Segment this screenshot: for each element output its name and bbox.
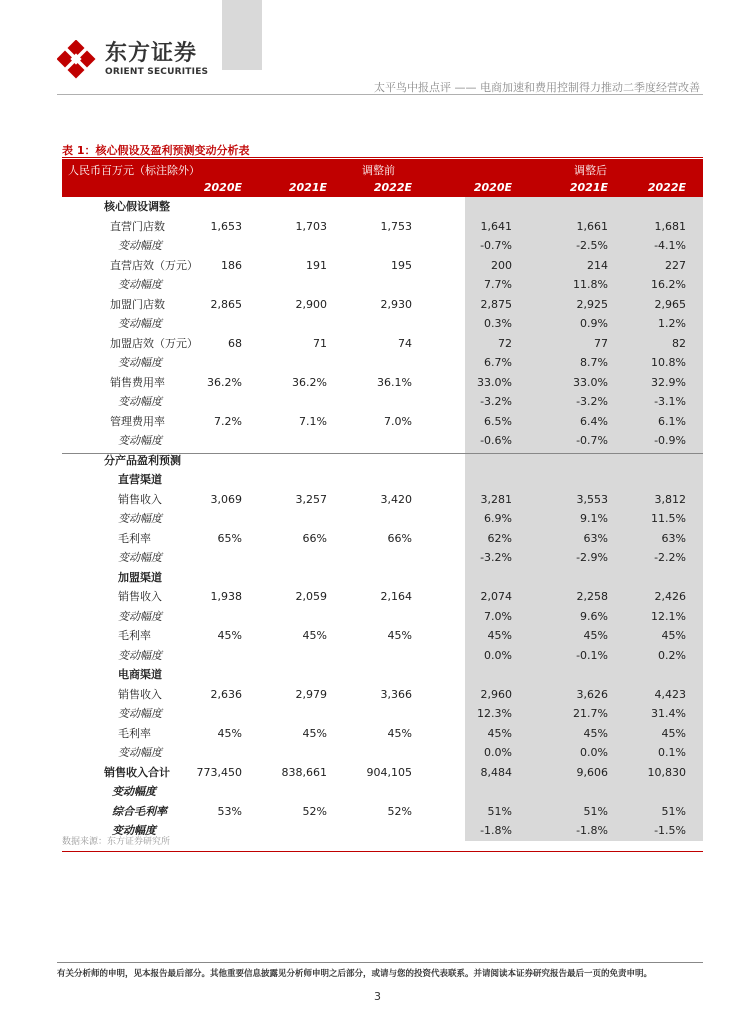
row-label: 变动幅度 [118,395,162,408]
row-value: 21.7% [573,707,608,720]
report-header-title: 太平鸟中报点评 —— 电商加速和费用控制得力推动二季度经营改善 [374,81,700,94]
row-value: 52% [387,804,412,818]
row-label: 电商渠道 [118,668,162,681]
row-value: 51% [487,804,512,818]
year-header: 2022E [647,181,686,194]
table-row [62,236,703,256]
row-value: -0.1% [576,648,608,662]
row-value: 36.2% [207,375,242,389]
row-value: 3,812 [654,492,686,506]
row-label: 毛利率 [118,629,151,642]
row-value: 191 [306,258,327,272]
table-row [62,548,703,568]
row-value: 36.2% [292,375,327,389]
row-value: 2,164 [380,590,412,603]
table-title: 表 1：核心假设及盈利预测变动分析表 [62,144,250,157]
table-row [62,373,703,393]
row-value: 51% [583,804,608,818]
row-label: 销售收入 [118,492,162,506]
row-value: 1,681 [654,219,686,233]
row-label: 变动幅度 [118,239,162,252]
row-value: 11.8% [573,278,608,291]
row-value: 53% [217,804,242,818]
row-label: 加盟门店数 [110,297,165,311]
row-value: 186 [221,258,242,272]
row-value: 45% [661,726,686,740]
row-value: -2.2% [654,551,686,564]
table-header-row-2 [62,178,703,197]
row-value: 7.0% [384,414,412,428]
row-value: 8,484 [480,765,512,779]
year-header: 2021E [288,181,327,194]
row-value: 52% [302,804,327,818]
table-row [62,743,703,763]
row-value: 2,930 [380,297,412,311]
row-value: -2.9% [576,551,608,564]
row-value: -0.7% [480,239,512,252]
row-label: 变动幅度 [118,707,162,720]
row-value: 31.4% [651,707,686,720]
row-value: 3,553 [576,492,608,506]
table-row [62,509,703,529]
table-row [62,314,703,334]
source-divider [62,851,703,852]
unit-label: 人民币百万元（标注除外） [68,164,200,177]
row-value: 2,258 [576,590,608,603]
row-value: 82 [672,336,686,350]
data-source: 数据来源：东方证券研究所 [62,837,171,847]
table-row [62,470,703,490]
section-divider [62,453,703,454]
row-value: 66% [387,531,412,545]
table-row [62,802,703,822]
row-value: 16.2% [651,278,686,291]
year-header: 2020E [203,181,242,194]
row-value: -1.8% [576,824,608,837]
table-row [62,275,703,295]
row-value: -3.2% [480,395,512,408]
row-value: 1,641 [480,219,512,233]
row-label: 加盟店效（万元） [110,336,198,350]
row-value: 68 [228,336,242,350]
row-value: 36.1% [377,375,412,389]
row-label: 变动幅度 [112,785,156,798]
row-value: 3,626 [576,687,608,701]
row-value: -0.7% [576,434,608,447]
row-label: 直营渠道 [118,473,162,486]
row-value: 3,257 [295,492,327,506]
row-value: 7.7% [484,278,512,291]
table-row [62,256,703,276]
forecast-table [62,159,703,841]
row-value: 6.9% [484,512,512,525]
row-value: 45% [487,726,512,740]
table-row [62,607,703,627]
row-value: 773,450 [196,765,242,779]
row-value: 45% [387,629,412,642]
row-label: 分产品盈利预测 [104,453,181,467]
row-label: 毛利率 [118,531,151,545]
row-value: 62% [487,531,512,545]
row-value: 9,606 [576,765,608,779]
row-label: 变动幅度 [118,512,162,525]
header-divider [57,94,703,95]
row-label: 变动幅度 [118,317,162,330]
row-label: 核心假设调整 [104,200,170,213]
table-row [62,412,703,432]
table-body [62,197,703,841]
year-header: 2021E [569,181,608,194]
row-value: 32.9% [651,375,686,389]
row-label: 管理费用率 [110,414,165,428]
row-value: 2,979 [295,687,327,701]
table-row [62,665,703,685]
table-row [62,295,703,315]
row-value: 45% [583,629,608,642]
row-value: 0.3% [484,317,512,330]
row-value: 2,965 [654,297,686,311]
table-row [62,587,703,607]
row-value: 2,426 [654,590,686,603]
row-label: 综合毛利率 [112,804,167,818]
row-label: 变动幅度 [118,551,162,564]
row-label: 变动幅度 [118,648,162,662]
year-header: 2020E [473,181,512,194]
row-label: 变动幅度 [118,356,162,369]
row-value: 1,653 [210,219,242,233]
row-value: 10,830 [647,765,686,779]
row-label: 变动幅度 [118,434,162,447]
row-value: 7.2% [214,414,242,428]
row-label: 变动幅度 [118,746,162,759]
row-value: 45% [487,629,512,642]
row-value: 45% [302,629,327,642]
row-value: 33.0% [573,375,608,389]
brand-name-en: ORIENT SECURITIES [105,67,209,77]
row-value: 195 [391,258,412,272]
row-value: 3,366 [380,687,412,701]
row-value: 12.1% [651,609,686,623]
row-value: 9.1% [580,512,608,525]
row-label: 变动幅度 [118,278,162,291]
row-label: 直营店效（万元） [110,258,198,272]
table-row [62,704,703,724]
row-value: 3,281 [480,492,512,506]
row-value: 3,069 [210,492,242,506]
group-after-label: 调整后 [574,164,607,177]
row-value: 8.7% [580,356,608,369]
footer-disclaimer: 有关分析师的申明，见本报告最后部分。其他重要信息披露见分析师申明之后部分，或请与您的投资代表联系。并请阅读本证券研究报告最后一页的免责申明。 [57,969,653,979]
row-value: 0.0% [484,648,512,662]
row-value: -1.8% [480,824,512,837]
row-value: 2,960 [480,687,512,701]
orient-securities-logo-icon [57,40,97,80]
row-value: 71 [313,336,327,350]
row-value: 45% [661,629,686,642]
row-value: 1.2% [658,317,686,330]
row-value: 838,661 [281,765,327,779]
row-label: 毛利率 [118,726,151,740]
row-value: 227 [665,258,686,272]
row-value: 1,938 [210,590,242,603]
table-row [62,685,703,705]
row-value: 10.8% [651,356,686,369]
table-row [62,197,703,217]
row-label: 销售收入合计 [104,765,170,779]
row-value: 77 [594,336,608,350]
row-value: -1.5% [654,824,686,837]
row-value: 6.5% [484,414,512,428]
row-value: 1,753 [380,219,412,233]
row-value: 65% [217,531,242,545]
row-value: 3,420 [380,492,412,506]
row-value: 200 [491,258,512,272]
row-value: 74 [398,336,412,350]
row-value: 2,925 [576,297,608,311]
row-value: 1,661 [576,219,608,233]
row-value: 51% [661,804,686,818]
row-value: -3.1% [654,395,686,408]
row-label: 销售收入 [118,687,162,701]
row-value: -4.1% [654,239,686,252]
row-value: -2.5% [576,239,608,252]
row-value: 2,059 [295,590,327,603]
row-value: 2,636 [210,687,242,701]
row-value: 9.6% [580,609,608,623]
row-value: 63% [583,531,608,545]
row-value: 2,875 [480,297,512,311]
table-row [62,490,703,510]
row-value: 6.7% [484,356,512,369]
table-row [62,724,703,744]
row-value: -0.9% [654,434,686,447]
row-label: 直营门店数 [110,219,165,233]
brand-logo [57,40,208,80]
row-value: -0.6% [480,434,512,447]
row-value: -3.2% [576,395,608,408]
row-value: 2,074 [480,590,512,603]
row-value: 45% [583,726,608,740]
row-label: 变动幅度 [112,824,156,837]
row-value: 45% [217,726,242,740]
row-value: 0.0% [580,746,608,759]
row-value: 33.0% [477,375,512,389]
row-value: 63% [661,531,686,545]
row-value: 7.1% [299,414,327,428]
row-value: 904,105 [366,765,412,779]
table-row [62,334,703,354]
row-label: 销售费用率 [110,375,165,389]
table-row [62,646,703,666]
row-value: 2,900 [295,297,327,311]
row-label: 变动幅度 [118,609,162,623]
table-row [62,568,703,588]
row-label: 加盟渠道 [118,570,162,584]
row-value: 45% [387,726,412,740]
row-value: 6.1% [658,414,686,428]
table-row [62,626,703,646]
row-value: 0.0% [484,746,512,759]
row-value: 0.9% [580,317,608,330]
row-value: 6.4% [580,414,608,428]
header-decor-tab [222,0,262,70]
row-value: 45% [302,726,327,740]
row-value: 11.5% [651,512,686,525]
table-row [62,529,703,549]
row-value: 0.2% [658,648,686,662]
row-value: 4,423 [654,687,686,701]
row-value: 0.1% [658,746,686,759]
footer-divider [57,962,703,963]
table-title-divider [62,157,703,158]
table-row [62,431,703,451]
row-value: 72 [498,336,512,350]
row-value: 1,703 [295,219,327,233]
table-row [62,392,703,412]
table-row [62,763,703,783]
row-value: 45% [217,629,242,642]
brand-name-cn: 东方证券 [105,41,198,66]
row-value: 66% [302,531,327,545]
year-header: 2022E [373,181,412,194]
row-value: 2,865 [210,297,242,311]
row-value: -3.2% [480,551,512,564]
page-number: 3 [374,990,381,1003]
table-header-row-1 [62,159,703,178]
group-before-label: 调整前 [362,164,395,177]
row-value: 7.0% [484,609,512,623]
table-row [62,217,703,237]
table-row [62,353,703,373]
table-row [62,782,703,802]
row-value: 214 [587,258,608,272]
row-value: 12.3% [477,707,512,720]
row-label: 销售收入 [118,590,162,603]
